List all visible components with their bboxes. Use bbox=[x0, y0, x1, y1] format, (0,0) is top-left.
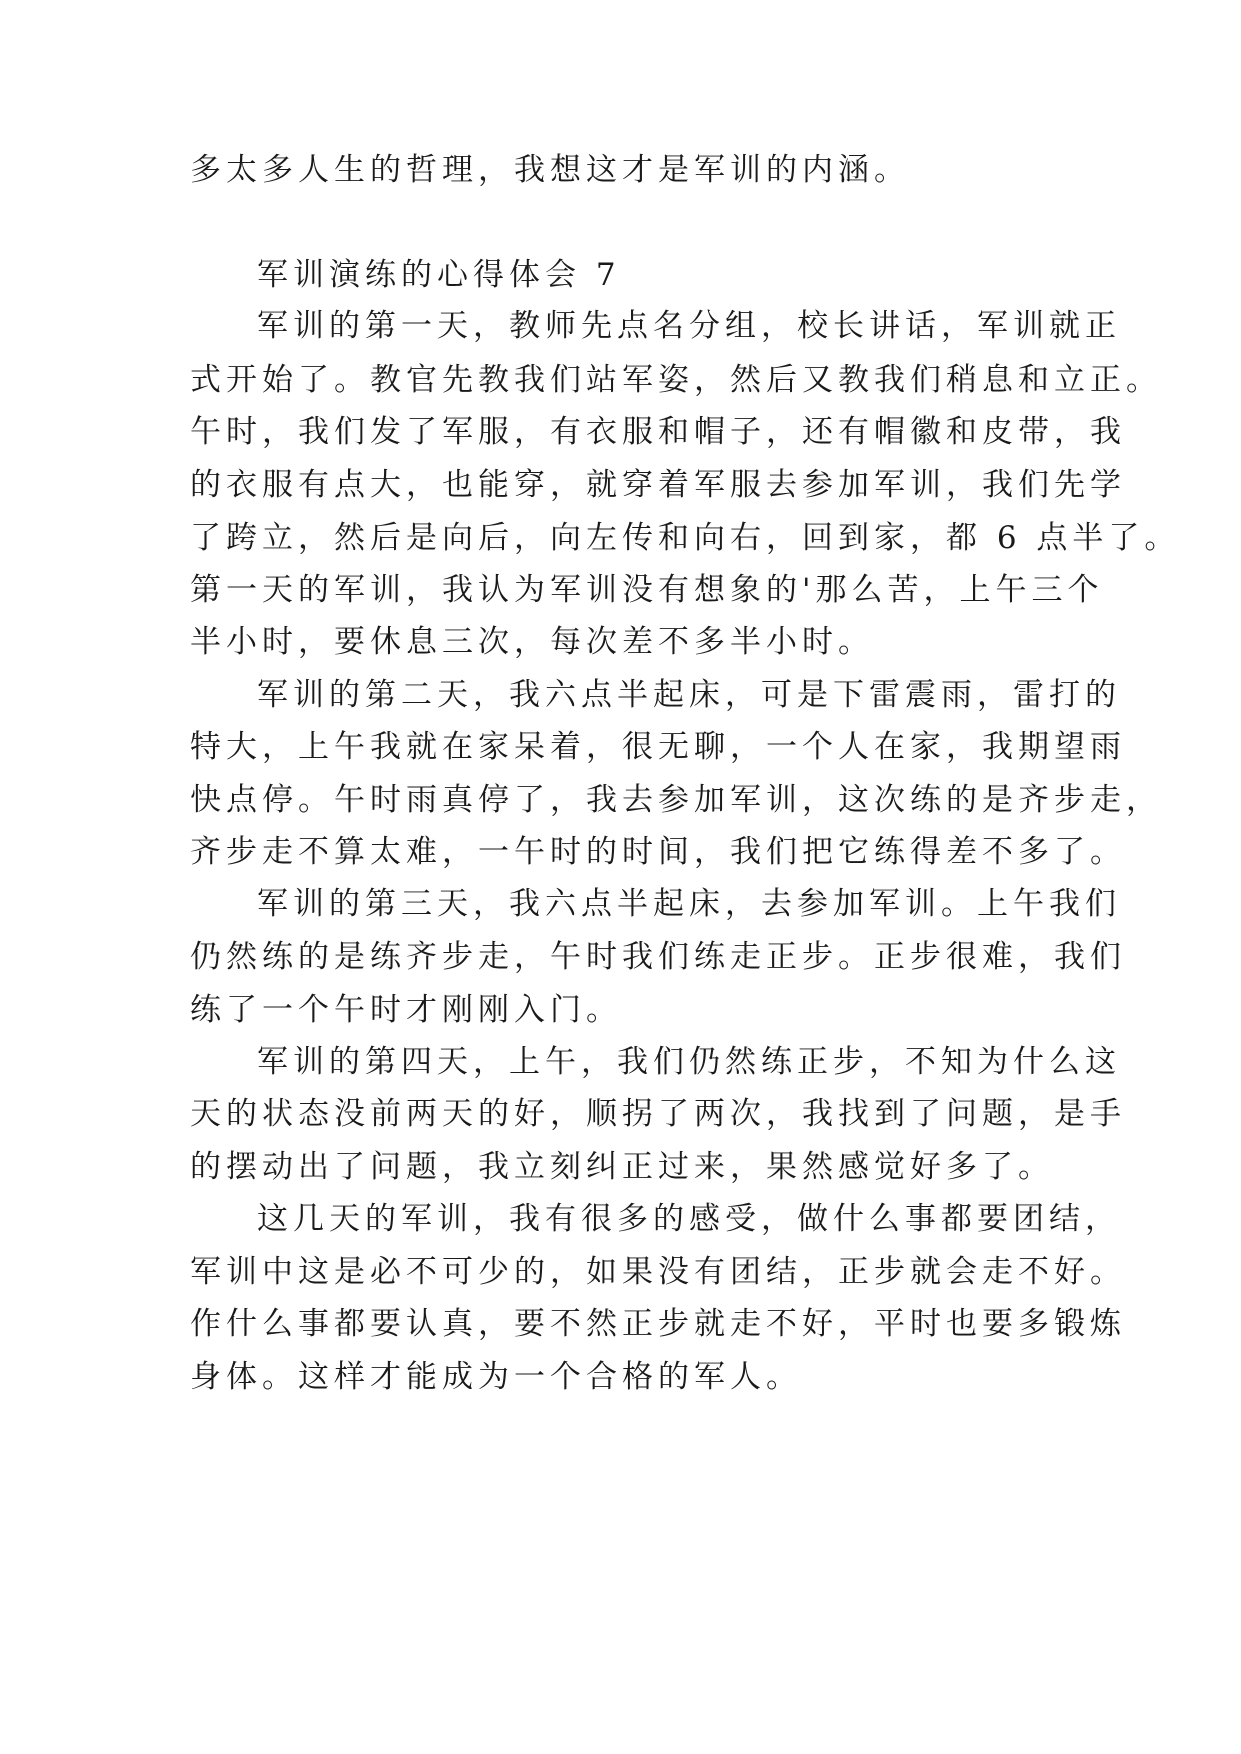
text-line: 身体。这样才能成为一个合格的军人。 bbox=[190, 1359, 802, 1395]
text-line: 特大，上午我就在家呆着，很无聊，一个人在家，我期望雨 bbox=[190, 729, 1126, 765]
text-line: 仍然练的是练齐步走，午时我们练走正步。正步很难，我们 bbox=[190, 939, 1126, 975]
text-line: 午时，我们发了军服，有衣服和帽子，还有帽徽和皮带，我 bbox=[190, 414, 1126, 450]
text-line: 多太多人生的哲理，我想这才是军训的内涵。 bbox=[190, 152, 910, 188]
text-line: 式开始了。教官先教我们站军姿，然后又教我们稍息和立正。 bbox=[190, 362, 1162, 398]
text-line: 军训中这是必不可少的，如果没有团结，正步就会走不好。 bbox=[190, 1254, 1126, 1290]
text-line: 快点停。午时雨真停了，我去参加军训，这次练的是齐步走， bbox=[190, 782, 1162, 818]
text-line: 军训的第四天，上午，我们仍然练正步，不知为什么这 bbox=[257, 1044, 1121, 1080]
section-heading: 军训演练的心得体会 7 bbox=[257, 257, 621, 293]
text-line: 半小时，要休息三次，每次差不多半小时。 bbox=[190, 624, 874, 660]
text-line: 了跨立，然后是向后，向左传和向右，回到家，都 6 点半了。 bbox=[190, 520, 1181, 556]
text-line: 的摆动出了问题，我立刻纠正过来，果然感觉好多了。 bbox=[190, 1149, 1054, 1185]
text-line: 这几天的军训，我有很多的感受，做什么事都要团结， bbox=[257, 1201, 1121, 1237]
text-line: 第一天的军训，我认为军训没有想象的'那么苦，上午三个 bbox=[190, 572, 1104, 608]
text-line: 的衣服有点大，也能穿，就穿着军服去参加军训，我们先学 bbox=[190, 467, 1126, 503]
text-line: 军训的第二天，我六点半起床，可是下雷震雨，雷打的 bbox=[257, 677, 1121, 713]
text-line: 军训的第一天，教师先点名分组，校长讲话，军训就正 bbox=[257, 308, 1121, 344]
text-line: 齐步走不算太难，一午时的时间，我们把它练得差不多了。 bbox=[190, 834, 1126, 870]
text-line: 天的状态没前两天的好，顺拐了两次，我找到了问题，是手 bbox=[190, 1096, 1126, 1132]
text-line: 练了一个午时才刚刚入门。 bbox=[190, 992, 622, 1028]
text-line: 军训的第三天，我六点半起床，去参加军训。上午我们 bbox=[257, 886, 1121, 922]
text-line: 作什么事都要认真，要不然正步就走不好，平时也要多锻炼 bbox=[190, 1306, 1126, 1342]
